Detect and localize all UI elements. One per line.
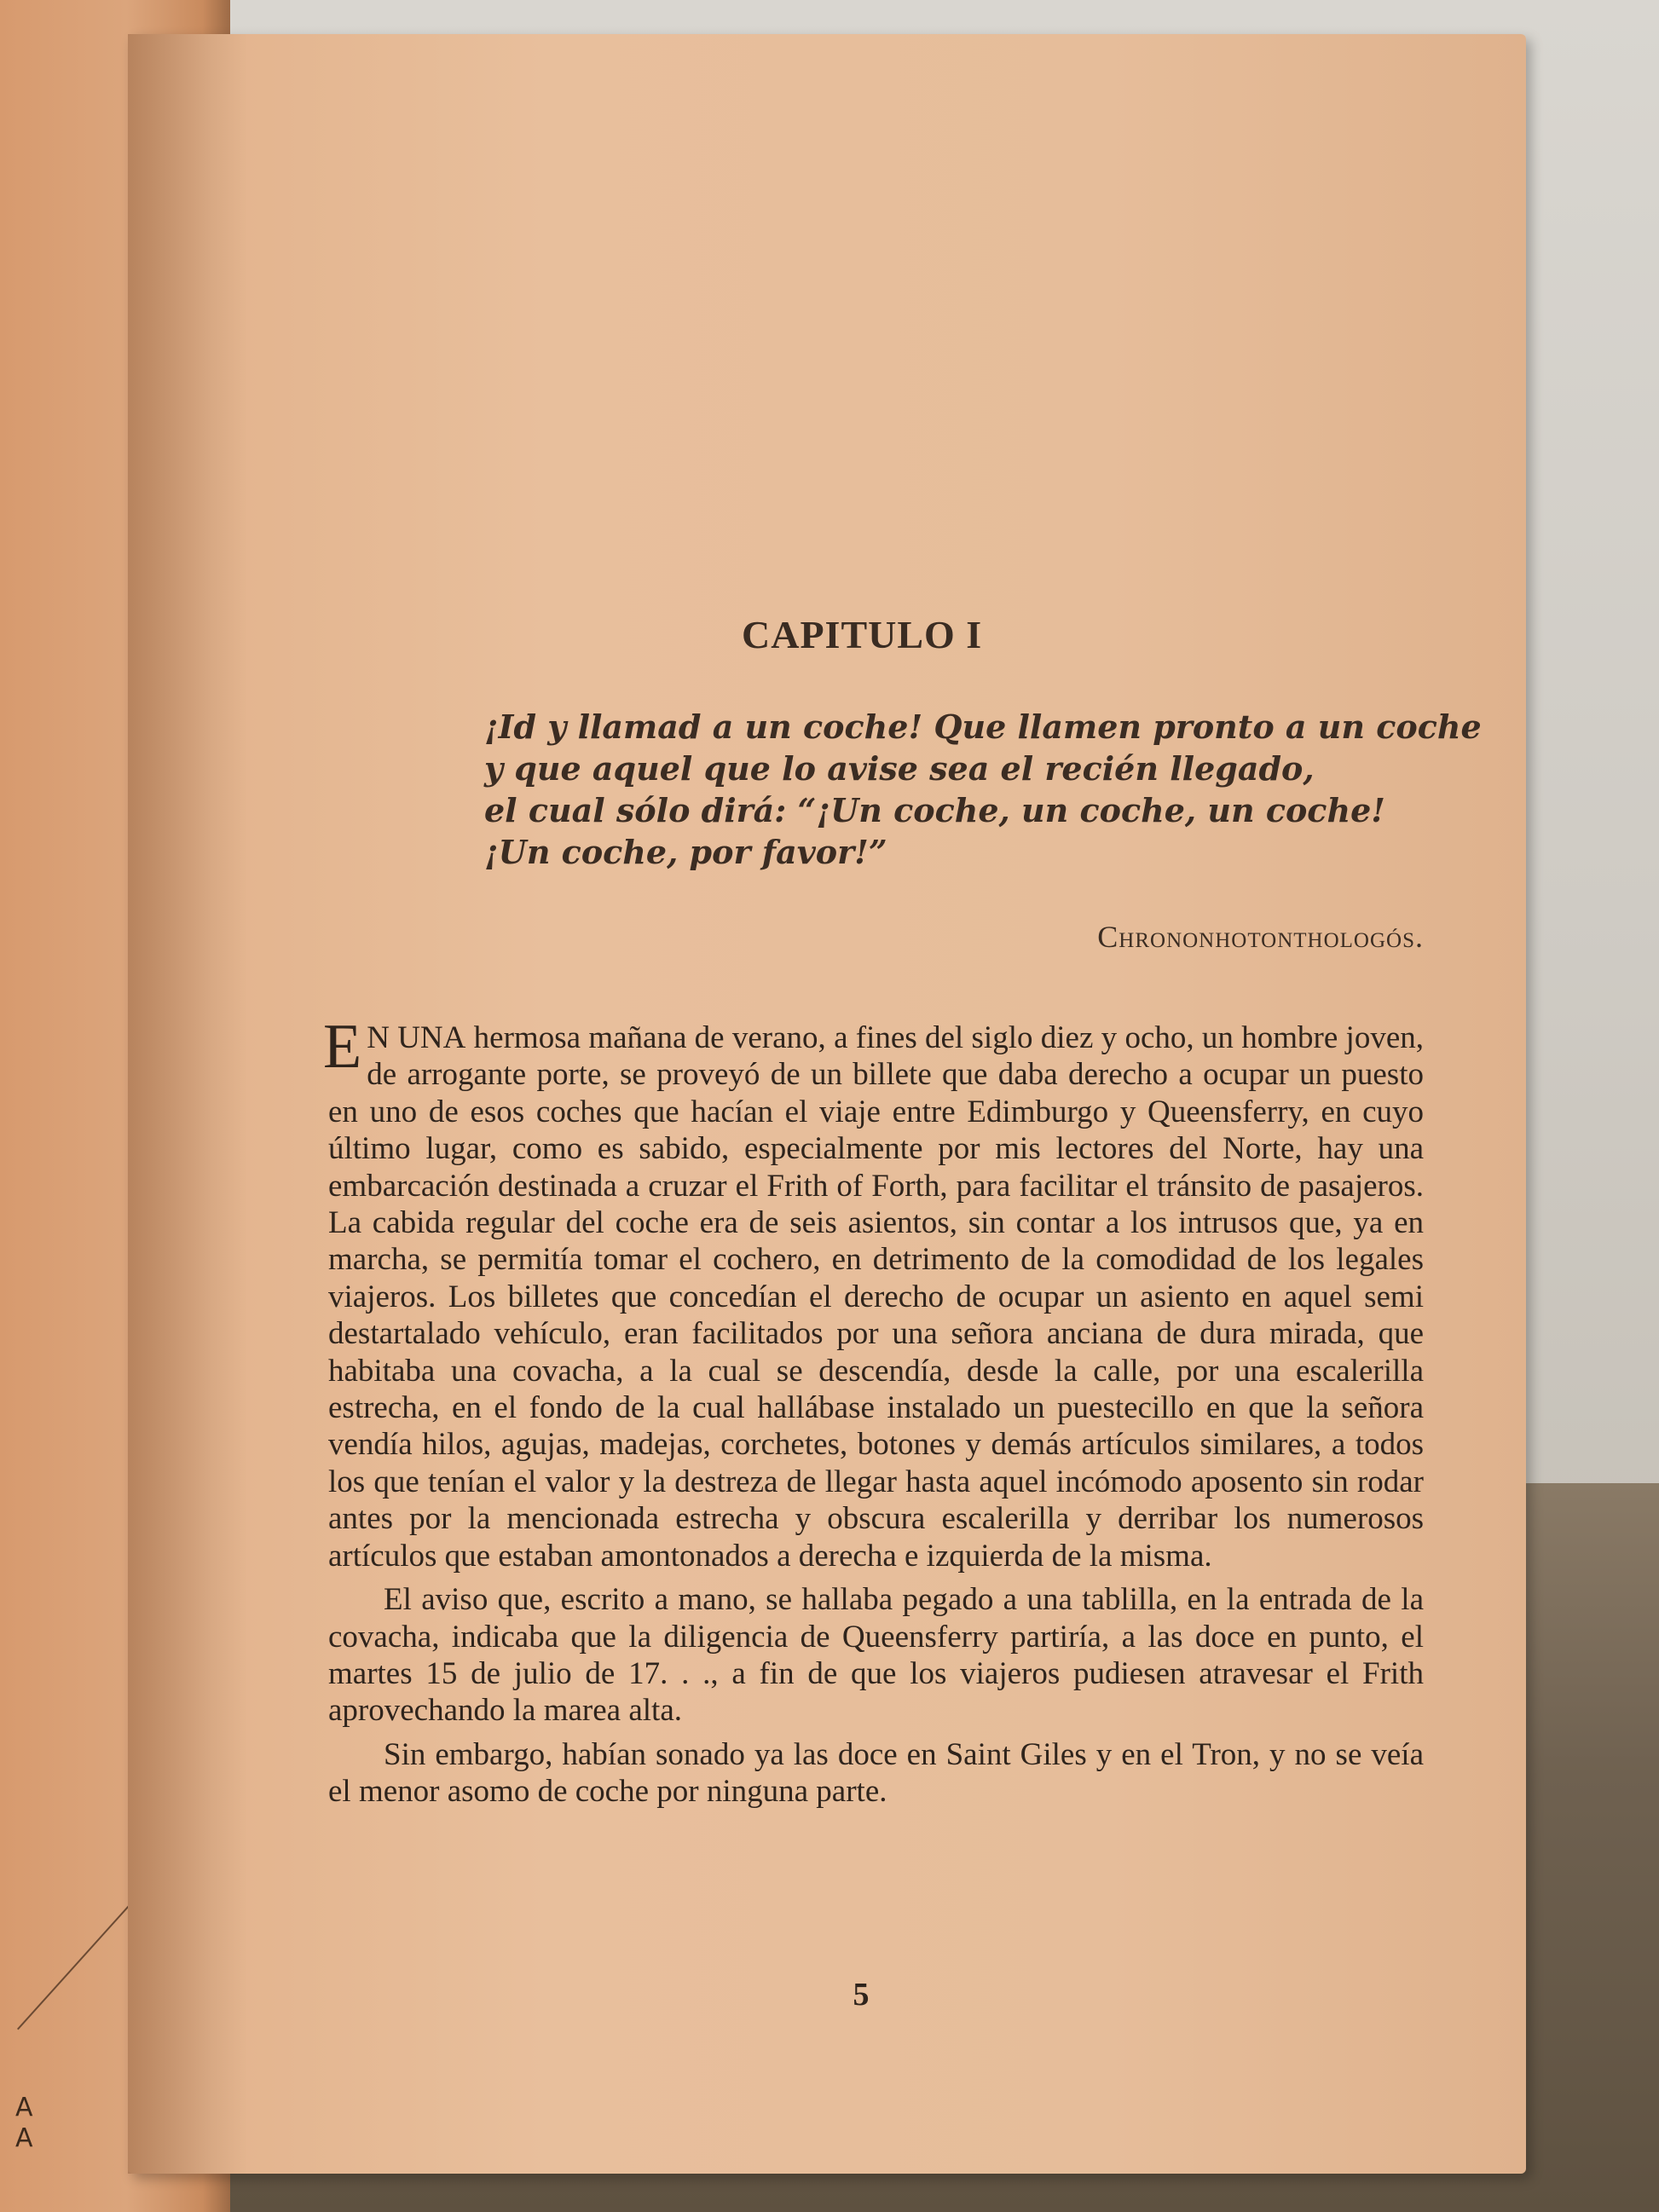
paragraph-1 [323,1012,1424,1574]
chapter-title: CAPITULO I [742,613,983,656]
epigraph-line: y que aquel que lo avise sea el recién llegado, [484,749,1315,788]
paragraph-3: Sin embargo, habían sonado ya las doce en Saint Giles y en el Tron, y no se veía el menor asomo de coche por ninguna parte. [328,1736,1424,1810]
page-number: 5 [853,1977,870,2013]
gutter-shadow [128,34,247,2174]
body-text [323,1012,1424,1817]
pencil-mark-line [17,1902,132,2030]
lead-word: N UNA [367,1020,466,1055]
epigraph-attribution: Chrononhotonthologós. [1097,920,1424,954]
paragraph-1-text: hermosa mañana de verano, a fines del siglo diez y ocho, un hombre joven, de arrogante porte, se proveyó de un billete que daba derecho a ocupar un puesto en uno de esos coches que hacían el viaje entre Edimburgo y Queensferry, en cuyo último lugar, como es sabido, especialmente por mis lectores del Norte, hay una embarcación destinada a cruzar el Frith of Forth, para facilitar el tránsito de pasajeros. La cabida regular del coche era de seis asientos, sin contar a los intrusos que, ya en marcha, se permitía tomar el cochero, en detrimento de la comodidad de los legales viajeros. Los billetes que concedían el derecho de ocupar un asiento en aquel semi destartalado vehículo, eran facilitados por una señora anciana de dura mirada, que habitaba una covacha, a la cual se descendía, desde la calle, por una escalerilla estrecha, en el fondo de la cual hallábase instalado un puestecillo en que la señora vendía hilos, agujas, madejas, corchetes, botones y demás artículos similares, a todos los que tenían el valor y la destreza de llegar hasta aquel incómodo aposento sin rodar antes por la mencionada estrecha y obscura escalerilla y derribar los numerosos artículos que estaban amontonados a derecha e izquierda de la misma. [328,1020,1424,1574]
epigraph-line: el cual sólo dirá: “¡Un coche, un coche, un coche! [484,791,1385,829]
drop-cap: E [323,1012,362,1082]
epigraph-line: ¡Id y llamad a un coche! Que llamen pronto a un coche [484,707,1482,746]
paragraph-2: El aviso que, escrito a mano, se hallaba pegado a una tablilla, en la entrada de la covacha, indicaba que la diligencia de Queensferry partiría, a las doce en punto, el martes 15 de julio de 17. . ., a fin de que los viajeros pudiesen atravesar el Frith aprovechando la marea alta. [328,1582,1424,1729]
margin-marks: A A [15,2093,33,2153]
epigraph-line: ¡Un coche, por favor!” [484,833,887,871]
epigraph [484,706,1482,873]
